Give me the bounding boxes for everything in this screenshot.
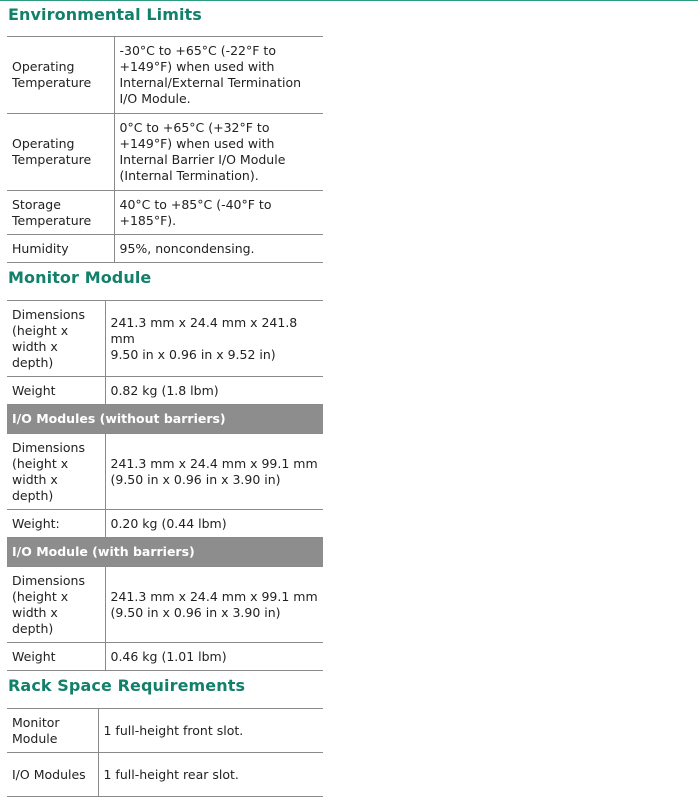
table-row <box>7 709 323 753</box>
value-line: (9.50 in x 0.96 in x 3.90 in) <box>110 471 281 487</box>
row-label: Dimensions (height x width x depth) <box>12 306 85 370</box>
row-label: Operating Temperature <box>12 59 92 90</box>
row-value: 1 full-height rear slot. <box>98 753 323 797</box>
row-value <box>105 567 323 643</box>
row-label: Operating Temperature <box>12 136 92 167</box>
row-value: 40°C to +85°C (-40°F to +185°F). <box>114 191 323 235</box>
row-label: Dimensions (height x width x depth) <box>12 439 85 503</box>
rack-space-table <box>7 708 323 797</box>
table-row <box>7 567 323 643</box>
table-row <box>7 434 323 510</box>
table-row <box>7 753 323 797</box>
table-row <box>7 191 323 235</box>
row-value <box>105 301 323 377</box>
table-row <box>7 643 323 671</box>
row-value: 1 full-height front slot. <box>98 709 323 753</box>
value-line: 241.3 mm x 24.4 mm x 241.8 mm <box>110 314 298 346</box>
table-row <box>7 377 323 405</box>
io-module-with-barriers-heading: I/O Module (with barriers) <box>7 538 323 567</box>
monitor-module-table <box>7 300 323 671</box>
row-label: Storage Temperature <box>12 196 92 228</box>
row-value: 95%, noncondensing. <box>114 235 323 263</box>
row-label: I/O Modules <box>12 766 86 782</box>
value-line: (9.50 in x 0.96 in x 3.90 in) <box>110 604 281 620</box>
value-line: 9.50 in x 0.96 in x 9.52 in) <box>110 346 276 362</box>
row-value <box>105 434 323 510</box>
row-label: Weight <box>12 648 56 664</box>
value-line: 241.3 mm x 24.4 mm x 99.1 mm <box>110 588 318 604</box>
row-value: 0.20 kg (0.44 lbm) <box>105 510 323 538</box>
table-row <box>7 37 323 114</box>
table-row <box>7 235 323 263</box>
row-label: Weight: <box>12 515 60 531</box>
environmental-limits-table <box>7 36 323 263</box>
row-value: 0.82 kg (1.8 lbm) <box>105 377 323 405</box>
rack-space-heading: Rack Space Requirements <box>8 676 246 695</box>
table-row <box>7 301 323 377</box>
value-line: 241.3 mm x 24.4 mm x 99.1 mm <box>110 455 318 471</box>
table-row <box>7 510 323 538</box>
subsection-band <box>7 405 323 434</box>
row-label: Humidity <box>12 240 69 256</box>
row-label: Monitor Module <box>12 714 60 746</box>
row-label: Weight <box>12 382 56 398</box>
row-value: 0.46 kg (1.01 lbm) <box>105 643 323 671</box>
row-value: -30°C to +65°C (-22°F to +149°F) when used with Internal/External Termination I/O Module. <box>114 37 323 114</box>
environmental-limits-heading: Environmental Limits <box>8 5 202 24</box>
io-modules-without-barriers-heading: I/O Modules (without barriers) <box>7 405 323 434</box>
row-value: 0°C to +65°C (+32°F to +149°F) when used with Internal Barrier I/O Module (Internal Termination). <box>114 114 323 191</box>
subsection-band <box>7 538 323 567</box>
row-label: Dimensions (height x width x depth) <box>12 572 85 636</box>
table-row <box>7 114 323 191</box>
monitor-module-heading: Monitor Module <box>8 268 152 287</box>
top-rule <box>0 0 698 1</box>
